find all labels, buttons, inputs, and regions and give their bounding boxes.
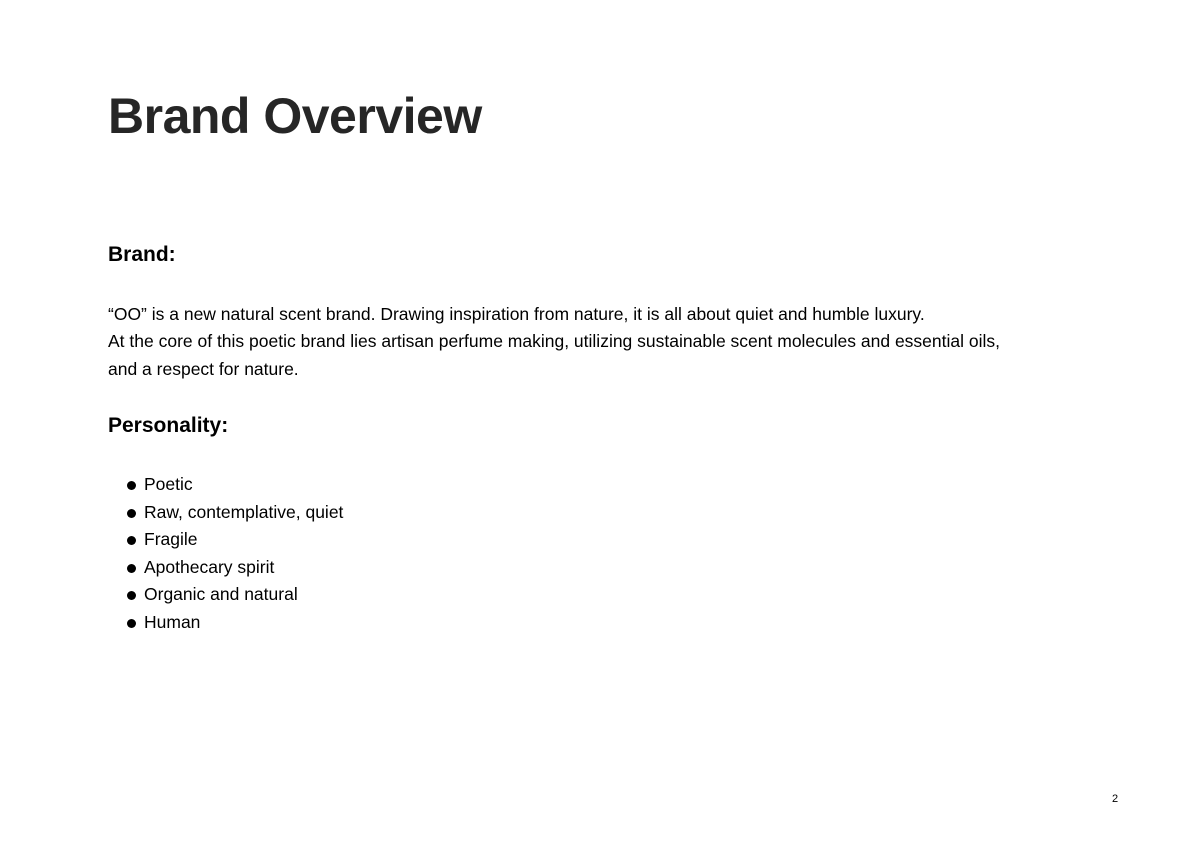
brand-description	[108, 301, 1088, 383]
list-item-text: Apothecary spirit	[144, 556, 275, 577]
personality-list	[108, 471, 343, 636]
bullet-icon	[127, 619, 136, 628]
page-title: Brand Overview	[108, 88, 482, 144]
personality-heading: Personality:	[108, 414, 229, 437]
page-number: 2	[1111, 793, 1119, 805]
list-item-text: Poetic	[144, 474, 193, 494]
list-item	[108, 581, 343, 609]
bullet-icon	[127, 536, 136, 545]
list-item-text: Fragile	[144, 529, 198, 549]
list-item	[108, 471, 343, 499]
list-item	[108, 499, 343, 527]
brand-description-line: “OO” is a new natural scent brand. Drawing inspiration from nature, it is all about quiet and humble luxury.	[108, 304, 925, 324]
brand-heading: Brand:	[108, 243, 176, 266]
brand-description-line: At the core of this poetic brand lies artisan perfume making, utilizing sustainable scent molecules and essential oils,	[108, 331, 1000, 352]
bullet-icon	[127, 509, 136, 518]
list-item	[108, 554, 343, 582]
brand-description-line: and a respect for nature.	[108, 358, 299, 379]
bullet-icon	[127, 591, 136, 600]
bullet-icon	[127, 481, 136, 490]
bullet-icon	[127, 564, 136, 573]
list-item	[108, 526, 343, 554]
list-item-text: Organic and natural	[144, 584, 298, 604]
list-item	[108, 609, 343, 637]
list-item-text: Human	[144, 611, 201, 632]
list-item-text: Raw, contemplative, quiet	[144, 501, 344, 522]
